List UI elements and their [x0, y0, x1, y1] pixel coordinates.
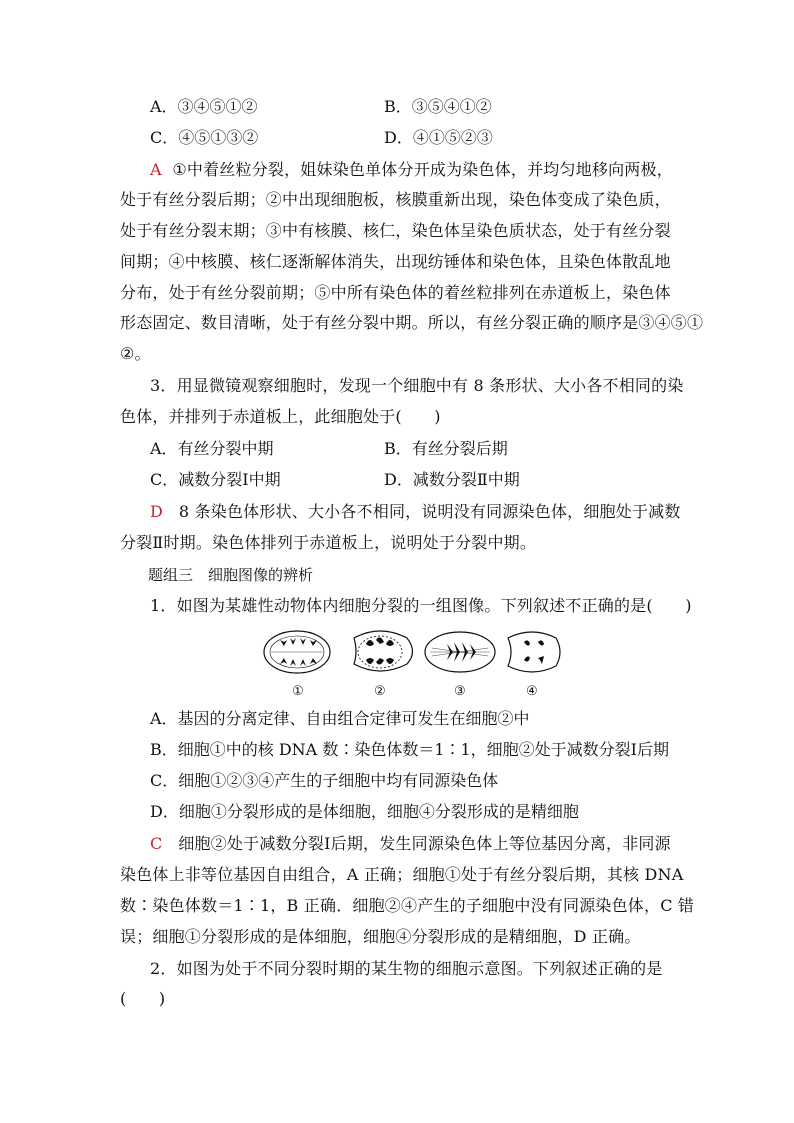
cell-1-image	[264, 631, 330, 673]
explanation-line: 误；细胞①分裂形成的是体细胞，细胞④分裂形成的是精细胞，D 正确。	[120, 927, 641, 946]
cell-4-image	[508, 632, 560, 672]
answer-letter: A	[150, 160, 162, 179]
answer-letter: D	[150, 502, 164, 521]
question-stem: 色体，并排列于赤道板上，此细胞处于( )	[120, 407, 441, 426]
explanation-line: 处于有丝分裂末期；③中有核膜、核仁，染色体呈染色质状态，处于有丝分裂	[120, 221, 671, 240]
explanation-line: 处于有丝分裂后期；②中出现细胞板，核膜重新出现，染色体变成了染色质，	[120, 190, 671, 209]
option-d: D．④①⑤②③	[384, 128, 493, 147]
figure-label-2: ②	[374, 684, 386, 699]
figure-label-3: ③	[454, 684, 466, 699]
explanation-line: 数∶染色体数＝1∶1，B 正确．细胞②④产生的子细胞中没有同源染色体，C 错	[120, 896, 695, 915]
figure-label-1: ①	[292, 684, 304, 699]
option-b: B．有丝分裂后期	[384, 439, 508, 458]
option-b: B．③⑤④①②	[384, 97, 492, 116]
option-b: B．细胞①中的核 DNA 数∶染色体数＝1∶1，细胞②处于减数分裂Ⅰ后期	[150, 740, 669, 759]
option-a: A．有丝分裂中期	[150, 439, 274, 458]
explanation-line: ②。	[120, 344, 151, 363]
option-a: A．③④⑤①②	[150, 97, 258, 116]
option-d: D．细胞①分裂形成的是体细胞，细胞④分裂形成的是精细胞	[150, 802, 579, 821]
option-c: C．减数分裂Ⅰ中期	[150, 470, 281, 489]
explanation-line: 间期；④中核膜、核仁逐渐解体消失，出现纺锤体和染色体，且染色体散乱地	[120, 252, 671, 271]
answer-explanation-line: D 8 条染色体形状、大小各不相同，说明没有同源染色体，细胞处于减数	[150, 502, 681, 521]
question-stem: 1．如图为某雄性动物体内细胞分裂的一组图像。下列叙述不正确的是( )	[150, 596, 692, 615]
question-stem: 2．如图为处于不同分裂时期的某生物的细胞示意图。下列叙述正确的是	[150, 959, 663, 978]
answer-explanation-line: A ①中着丝粒分裂，姐妹染色单体分开成为染色体，并均匀地移向两极，	[150, 160, 673, 179]
option-d: D．减数分裂Ⅱ中期	[384, 470, 520, 489]
option-a: A．基因的分离定律、自由组合定律可发生在细胞②中	[150, 709, 530, 728]
explanation-line: 分布，处于有丝分裂前期；⑤中所有染色体的着丝粒排列在赤道板上，染色体	[120, 283, 671, 302]
explanation-line: 分裂Ⅱ时期。染色体排列于赤道板上，说明处于分裂中期。	[120, 533, 537, 552]
explanation-line: 染色体上非等位基因自由组合，A 正确；细胞①处于有丝分裂后期，其核 DNA	[120, 865, 684, 884]
section-heading: 题组三 细胞图像的辨析	[148, 566, 314, 584]
option-c: C．④⑤①③②	[150, 128, 259, 147]
figure-label-4: ④	[526, 684, 538, 699]
option-c: C．细胞①②③④产生的子细胞中均有同源染色体	[150, 771, 499, 790]
answer-explanation-line: C 细胞②处于减数分裂Ⅰ后期，发生同源染色体上等位基因分离，非同源	[150, 834, 671, 853]
cell-2-image	[354, 631, 413, 671]
answer-letter: C	[150, 834, 163, 853]
cell-division-figure	[262, 628, 562, 700]
question-stem: ( )	[120, 989, 166, 1008]
question-stem: 3．用显微镜观察细胞时，发现一个细胞中有 8 条形状、大小各不相同的染	[150, 376, 684, 395]
explanation-line: 形态固定、数目清晰，处于有丝分裂中期。所以，有丝分裂正确的顺序是③④⑤①	[120, 313, 704, 332]
